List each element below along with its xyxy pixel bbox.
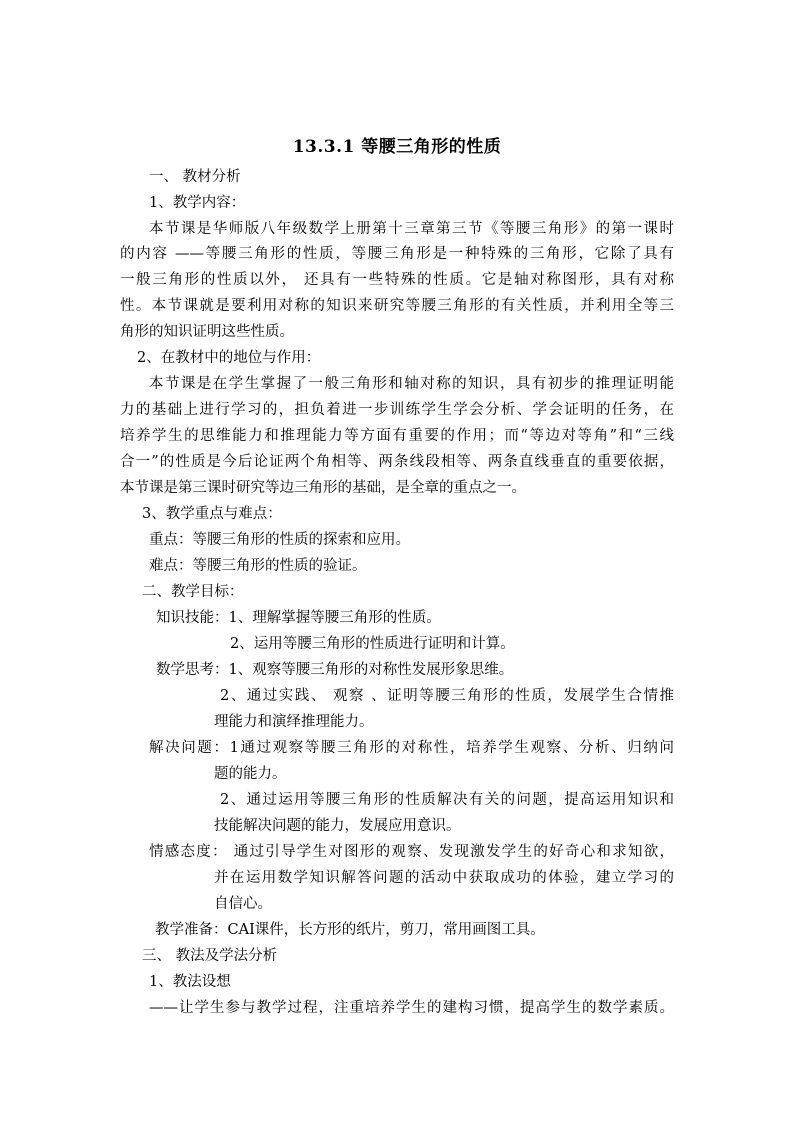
text-line: 重点：等腰三角形的性质的探索和应用。 — [149, 532, 410, 548]
subheading: 3、教学重点与难点： — [142, 506, 282, 522]
text-line: 本节课是华师版八年级数学上册第十三章第三节《等腰三角形》的第一课时 — [149, 221, 674, 237]
text-line: 一般三角形的性质以外， 还具有一些特殊的性质。它是轴对称图形，具有对称 — [120, 272, 674, 288]
text-line: 本节课是在学生掌握了一般三角形和轴对称的知识，具有初步的推理证明能 — [149, 376, 674, 392]
text-line: 教学准备：CAI课件，长方形的纸片，剪刀，常用画图工具。 — [155, 922, 545, 938]
text-line: 性。本节课就是要利用对称的知识来研究等腰三角形的有关性质，并利用全等三 — [120, 298, 674, 314]
document-title: 13.3.1 等腰三角形的性质 — [292, 137, 502, 157]
text-line: 2、通过实践、 观察 、证明等腰三角形的性质，发展学生合情推 — [220, 688, 674, 704]
text-line: 理能力和演绎推理能力。 — [214, 714, 374, 730]
text-line: 知识技能：1、理解掌握等腰三角形的性质。 — [156, 610, 441, 626]
section-heading: 二、教学目标： — [142, 584, 244, 600]
text-line: 解决问题：1通过观察等腰三角形的对称性，培养学生观察、分析、归纳问 — [149, 740, 674, 756]
text-line: 难点：等腰三角形的性质的验证。 — [149, 558, 367, 574]
subheading: 2、在教材中的地位与作用： — [137, 350, 321, 366]
text-line: 2、通过运用等腰三角形的性质解决有关的问题，提高运用知识和 — [220, 792, 674, 808]
section-heading: 一、 教材分析 — [149, 169, 241, 185]
text-line: 数学思考：1、观察等腰三角形的对称性发展形象思维。 — [156, 662, 514, 678]
text-line: 情感态度： 通过引导学生对图形的观察、发现激发学生的好奇心和求知欲， — [149, 844, 674, 860]
text-line: 并在运用数学知识解答问题的活动中获取成功的体验，建立学习的 — [214, 870, 674, 886]
text-line: 角形的知识证明这些性质。 — [120, 324, 294, 340]
text-line: 自信心。 — [214, 896, 272, 912]
text-line: 合一”的性质是今后论证两个角相等、两条线段相等、两条直线垂直的重要依据， — [120, 454, 674, 470]
text-line: 技能解决问题的能力，发展应用意识。 — [214, 818, 461, 834]
text-line: 本节课是第三课时研究等边三角形的基础，是全章的重点之一。 — [120, 480, 526, 496]
text-line: 的内容 ——等腰三角形的性质，等腰三角形是一种特殊的三角形，它除了具有 — [120, 246, 674, 262]
subheading: 1、教法设想 — [149, 974, 231, 990]
text-line: ——让学生参与教学过程，注重培养学生的建构习惯，提高学生的数学素质。 — [149, 1000, 674, 1016]
text-line: 力的基础上进行学习的，担负着进一步训练学生学会分析、学会证明的任务，在 — [120, 402, 674, 418]
text-line: 2、运用等腰三角形的性质进行证明和计算。 — [230, 636, 515, 652]
subheading: 1、教学内容： — [149, 195, 246, 211]
text-line: 培养学生的思维能力和推理能力等方面有重要的作用；而“等边对等角”和“三线 — [120, 428, 674, 444]
section-heading: 三、 教法及学法分析 — [142, 948, 278, 964]
text-line: 题的能力。 — [214, 766, 287, 782]
